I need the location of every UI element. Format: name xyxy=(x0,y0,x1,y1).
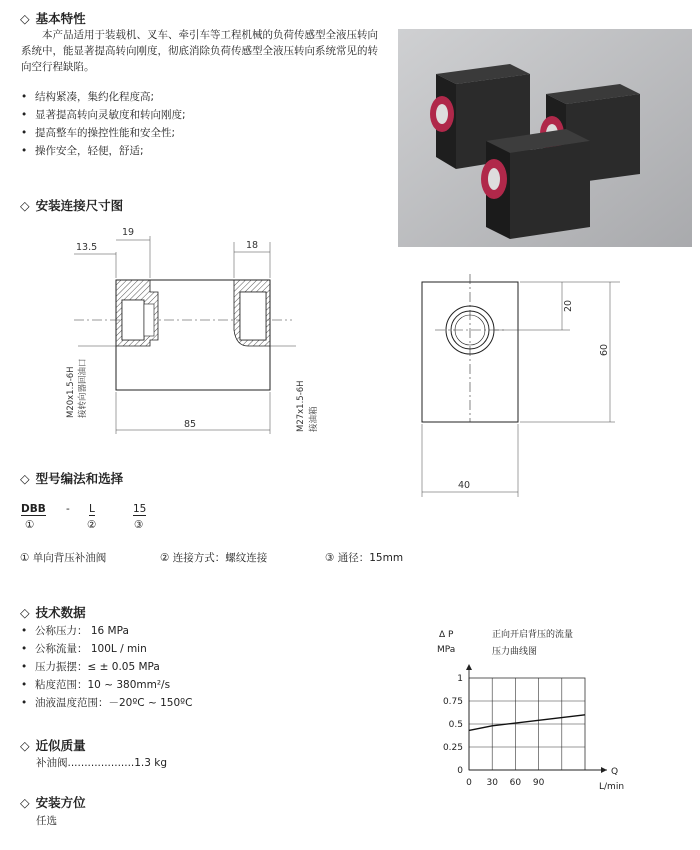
list-item: • 提高整车的操控性能和安全性; xyxy=(21,127,176,139)
chart-title-line1: 正向开启背压的流量 xyxy=(492,630,574,640)
front-view-drawing xyxy=(405,272,625,504)
mounting-value: 任选 xyxy=(36,815,57,827)
mass-value: 补油阀....................1.3 kg xyxy=(36,757,168,769)
chart-x-tick-label: 60 xyxy=(509,778,522,788)
diamond-icon: ◇ xyxy=(20,198,30,213)
model-mark-1: ① xyxy=(25,519,35,531)
chart-y-tick-label: 0 xyxy=(457,766,463,776)
diamond-icon: ◇ xyxy=(20,11,30,26)
list-item: • 油液温度范围：－20ºC ~ 150ºC xyxy=(21,697,193,709)
model-legend-3: ③ 通径：15mm xyxy=(325,552,404,564)
pressure-flow-chart xyxy=(425,620,635,800)
port-left-desc: 接转向器回油口 xyxy=(78,358,88,418)
chart-x-tick-label: 30 xyxy=(486,778,498,788)
list-item: • 结构紧凑，集约化程度高; xyxy=(21,91,155,103)
features-list xyxy=(21,88,186,160)
model-code-part1: DBB xyxy=(21,503,46,515)
model-code-separator: - xyxy=(66,503,70,515)
chart-y-tick-label: 0.25 xyxy=(442,743,463,753)
diamond-icon: ◇ xyxy=(20,738,30,753)
chart-x-tick-label: 90 xyxy=(532,778,545,788)
list-item: • 公称流量： 100L / min xyxy=(21,643,147,655)
port-right-thread: M27x1.5-6H xyxy=(296,380,306,432)
list-item: • 操作安全，轻便，舒适; xyxy=(21,145,144,157)
dimensions-title: ◇ 安装连接尺寸图 xyxy=(20,198,124,213)
chart-series-line xyxy=(469,715,585,731)
chart-y-tick-label: 0.5 xyxy=(448,720,463,730)
dim-19-label: 19 xyxy=(122,227,135,238)
model-mark-2: ② xyxy=(87,519,97,531)
dim-20-label: 20 xyxy=(563,299,574,312)
diamond-icon: ◇ xyxy=(20,471,30,486)
features-title: ◇ 基本特性 xyxy=(20,11,86,26)
tech-title: ◇ 技术数据 xyxy=(20,605,86,620)
chart-xlabel-line1: Q xyxy=(611,767,619,777)
model-title: ◇ 型号编法和选择 xyxy=(20,471,124,486)
model-legend-2: ② 连接方式：螺纹连接 xyxy=(160,552,268,564)
model-code-part3: 15 xyxy=(133,503,147,515)
chart-xlabel-line2: L/min xyxy=(599,782,625,792)
chart-x-arrow-icon xyxy=(601,767,607,773)
chart-ylabel-line1: Δ P xyxy=(439,630,454,640)
model-legend-1: ① 单向背压补油阀 xyxy=(20,552,107,564)
dim-18-label: 18 xyxy=(246,240,259,251)
side-view-drawing xyxy=(60,222,320,442)
chart-title-line2: 压力曲线图 xyxy=(492,647,538,657)
diamond-icon: ◇ xyxy=(20,605,30,620)
dim-85-label: 85 xyxy=(184,419,197,430)
chart-y-arrow-icon xyxy=(466,664,472,670)
chart-y-tick-label: 1 xyxy=(457,674,463,684)
model-mark-3: ③ xyxy=(134,519,144,531)
product-photo xyxy=(398,29,692,247)
list-item: • 显著提高转向灵敏度和转向刚度; xyxy=(21,109,186,121)
dim-60-label: 60 xyxy=(599,343,610,356)
port-right-desc: 接油箱 xyxy=(309,406,319,432)
model-code-part2: L xyxy=(89,503,95,515)
list-item: • 粘度范围：10 ~ 380mm²/s xyxy=(21,679,171,691)
chart-y-tick-label: 0.75 xyxy=(442,697,463,707)
list-item: • 公称压力： 16 MPa xyxy=(21,625,129,637)
port-left-thread: M20x1.5-6H xyxy=(66,366,76,418)
mass-title: ◇ 近似质量 xyxy=(20,738,86,753)
dim-40-label: 40 xyxy=(458,480,471,491)
diamond-icon: ◇ xyxy=(20,795,30,810)
dim-13-5-label: 13.5 xyxy=(76,242,98,253)
chart-x-tick-label: 0 xyxy=(466,778,472,788)
chart-ylabel-line2: MPa xyxy=(437,645,456,655)
mounting-title: ◇ 安装方位 xyxy=(20,795,86,810)
features-intro: 本产品适用于装载机、叉车、牵引车等工程机械的负荷传感型全液压转向系统中，能显著提高转向刚度，彻底消除负荷传感型全液压转向系统常见的转向空行程缺陷。 xyxy=(21,29,378,73)
list-item: • 压力振摆：≤ ± 0.05 MPa xyxy=(21,661,160,673)
tech-list xyxy=(21,622,192,712)
